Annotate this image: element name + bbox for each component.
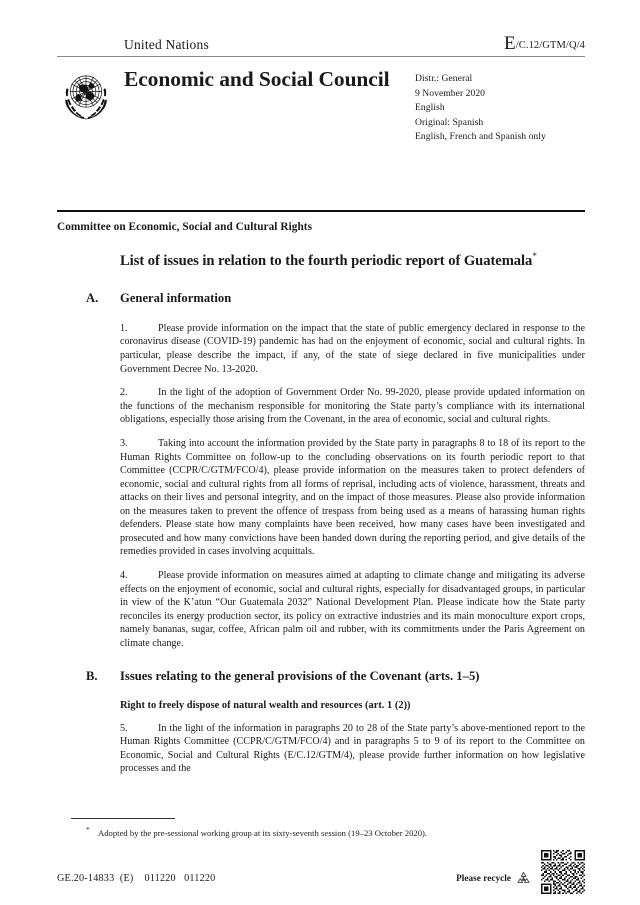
paragraph-text-5: In the light of the information in paragraphs 20 to 28 of the State party’s above-mentioned report to the Human Rights Committee (CCPR/C/GTM/FCO/4) and in paragraphs 5 to 9 of its report to the Committee on Economic, Social and Cultural Rights (E/C.12/GTM/4), please provide further information on how legislative processes and the: [120, 722, 585, 775]
paragraph-5: [120, 722, 585, 776]
footnote: [86, 825, 585, 839]
document-header: [57, 34, 585, 145]
header-divider-thin: [57, 56, 585, 57]
footnote-separator: [71, 818, 175, 819]
section-heading-b: [57, 669, 585, 684]
document-original-language: Original: Spanish: [415, 116, 484, 128]
distribution-block: [415, 64, 585, 145]
document-symbol-suffix: /C.12/GTM/Q/4: [515, 40, 585, 51]
paragraph-text-1: Please provide information on the impact that the state of public emergency declared in response to the coronavirus disease (COVID-19) pandemic has had on the enjoyment of economic, social and cultural rights. In particular, please describe the impact, if any, of the state of siege declared in five municipalities under Government Decree No. 13-2020.: [120, 322, 585, 375]
paragraph-number-5: 5.: [120, 722, 128, 734]
paragraph-number-1: 1.: [120, 322, 128, 334]
title-footnote-marker: *: [532, 251, 537, 261]
emblem-container: [57, 64, 124, 124]
document-available-languages: English, French and Spanish only: [415, 131, 546, 143]
paragraph-text-2: In the light of the adoption of Government Order No. 99-2020, please provide updated information on the functions of the mechanism responsible for monitoring the State party’s compliance with its international obligations, especially those arising from the Covenant, in the area of economic, social and cultural rights.: [120, 387, 585, 426]
document-body: [57, 221, 585, 786]
footnote-area: [57, 818, 585, 839]
header-top-row: [57, 34, 585, 56]
paragraph-1: [120, 322, 585, 376]
paragraph-2: [120, 386, 585, 427]
header-divider-thick: [57, 210, 585, 212]
header-main-row: [57, 64, 585, 145]
qr-code-icon: [541, 850, 585, 894]
document-date: 9 November 2020: [415, 87, 486, 99]
un-emblem-icon: [57, 66, 115, 124]
section-letter-b: B.: [86, 669, 98, 684]
paragraph-number-4: 4.: [120, 570, 128, 582]
recycle-label: Please recycle: [456, 873, 511, 883]
paragraph-text-3: Taking into account the information provided by the State party in paragraphs 8 to 18 of its report to the Human Rights Committee on follow-up to the concluding observations on its fourth periodic report to that Committee (CCPR/C/GTM/FCO/4), please provide information on the measures taken to protect defenders of economic, social and cultural rights from all forms of reprisal, including acts of violence, harassment, threats and attacks on their lives and personal integrity, and on the impact of those measures. Please also provide information on the measures taken to prevent the offence of trespass from being used as a means of harassing human rights defenders. Please state how many complaints have been received, how many cases have been investigated and prosecuted and how many convictions have been handed down during the reporting period, and give details of the remedies provided in cases involving acquittals.: [120, 437, 585, 558]
section-heading-a: [57, 291, 585, 306]
paragraph-number-3: 3.: [120, 437, 128, 449]
paragraph-4: [120, 569, 585, 650]
page-title: [120, 251, 585, 271]
document-language: English: [415, 102, 445, 114]
paragraph-3: [120, 437, 585, 559]
document-symbol: [504, 34, 585, 53]
committee-name: Committee on Economic, Social and Cultural Rights: [57, 221, 313, 233]
footnote-text: Adopted by the pre-sessional working group at its sixty-seventh session (19–23 October 2020).: [98, 827, 428, 838]
organization-name: United Nations: [124, 37, 209, 53]
subsection-heading-right-to-dispose: Right to freely dispose of natural wealth and resources (art. 1 (2)): [120, 700, 411, 712]
page-title-text: List of issues in relation to the fourth periodic report of Guatemala: [120, 252, 533, 269]
job-number: GE.20-14833 (E) 011220 011220: [57, 872, 216, 884]
paragraph-text-4: Please provide information on measures aimed at adapting to climate change and mitigating its adverse effects on the enjoyment of economic, social and cultural rights, especially for disadvantaged groups, in particular in view of the K’atun “Our Guatemala 2032” National Development Plan. Please indicate how the State party reconciles its energy production sector, its policy on extractive industries and its main monoculture export crops, namely bananas, sugar, coffee, African palm oil and rubber, with its commitments under the Paris Agreement on climate change.: [120, 570, 585, 649]
paragraph-number-2: 2.: [120, 387, 128, 399]
footnote-marker: *: [86, 825, 90, 834]
document-symbol-prefix: E: [504, 33, 516, 54]
section-title-b: Issues relating to the general provisions of the Covenant (arts. 1–5): [120, 669, 480, 684]
footer-right-group: [456, 862, 585, 894]
organ-title: Economic and Social Council: [124, 67, 390, 91]
distribution-type: Distr.: General: [415, 73, 473, 84]
document-footer: [57, 862, 585, 894]
section-letter-a: A.: [86, 290, 99, 305]
section-title-a: General information: [120, 290, 232, 305]
recycle-icon: [515, 870, 532, 887]
